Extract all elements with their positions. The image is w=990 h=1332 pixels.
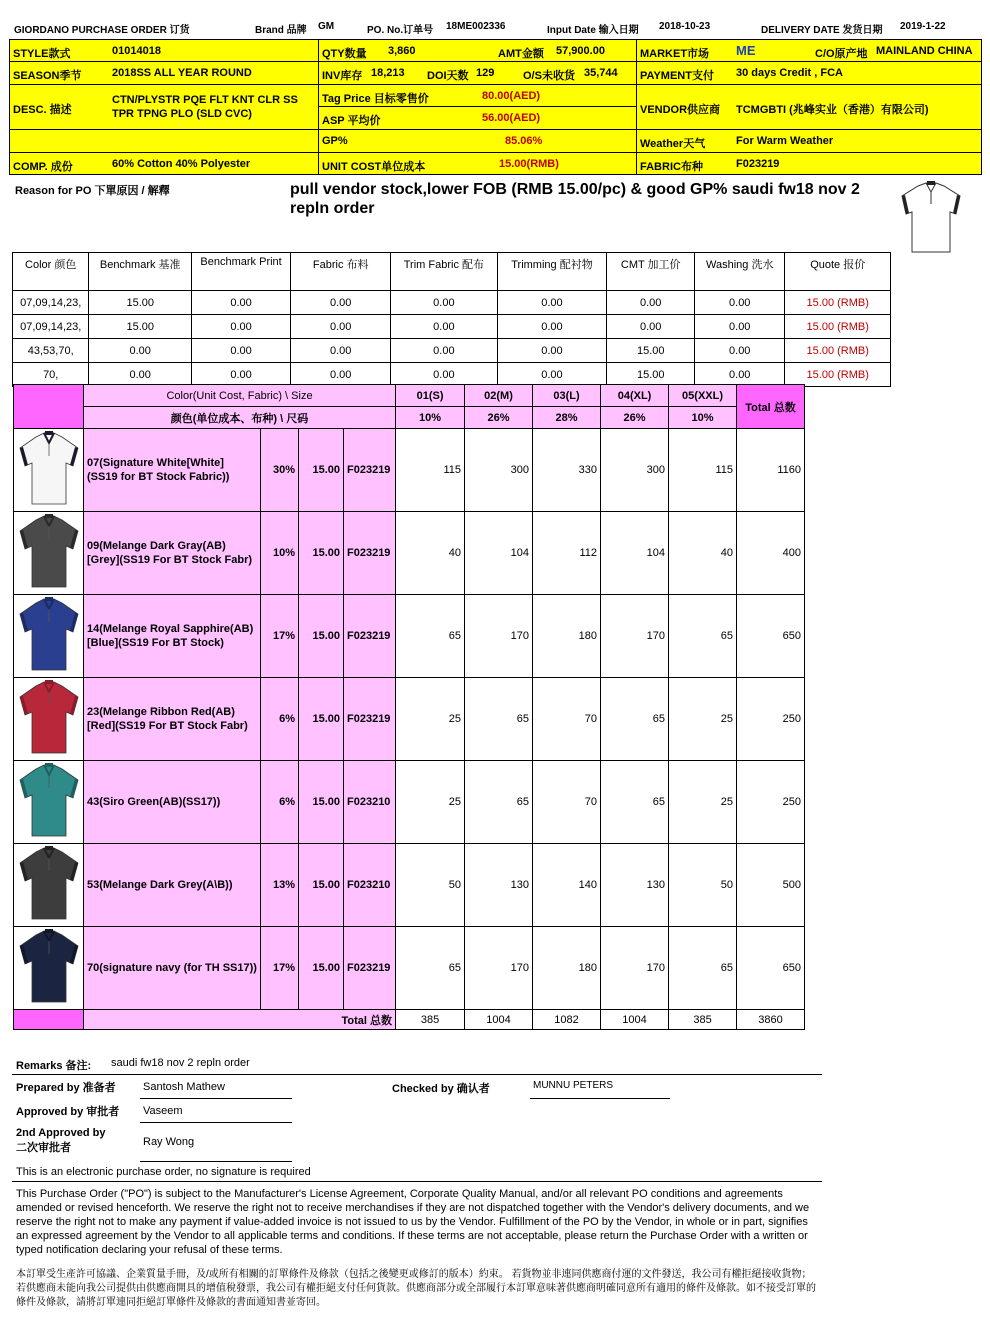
second-approved-value: Ray Wong xyxy=(143,1136,195,1148)
gp-label: GP% xyxy=(322,135,348,147)
size-label-cell: 04(XL) xyxy=(601,385,669,407)
size-label-cell: 05(XXL) xyxy=(669,385,737,407)
row-total-cell: 250 xyxy=(737,678,805,761)
benchmark-row xyxy=(13,315,891,339)
benchmark-cell: 70, xyxy=(13,363,89,387)
reason-label: Reason for PO 下單原因 / 解釋 xyxy=(15,185,170,197)
quantity-cell: 330 xyxy=(533,429,601,512)
os-value: 35,744 xyxy=(584,67,618,79)
benchmark-header-cell: Benchmark Print xyxy=(192,253,291,291)
size-total-row xyxy=(14,1010,805,1030)
product-image-cell xyxy=(14,512,84,595)
comp-value: 60% Cotton 40% Polyester xyxy=(112,158,251,170)
amt-value: 57,900.00 xyxy=(556,45,605,57)
quantity-cell: 65 xyxy=(669,927,737,1010)
approved-by-label: Approved by 审批者 xyxy=(16,1106,120,1118)
quantity-cell: 65 xyxy=(601,761,669,844)
season-value: 2018SS ALL YEAR ROUND xyxy=(112,67,252,79)
fabric-value: F023219 xyxy=(736,158,780,170)
benchmark-cell: 43,53,70, xyxy=(13,339,89,363)
po-number-label: PO. No.订单号 xyxy=(367,25,434,36)
size-label-cell: 02(M) xyxy=(465,385,533,407)
comp-label: COMP. 成份 xyxy=(13,161,73,173)
product-image-cell xyxy=(14,927,84,1010)
benchmark-header-cell: Benchmark 基准 xyxy=(89,253,192,291)
quantity-cell: 40 xyxy=(396,512,465,595)
quantity-cell: 104 xyxy=(465,512,533,595)
desc-label: DESC. 描述 xyxy=(13,104,72,116)
benchmark-row xyxy=(13,339,891,363)
quantity-cell: 25 xyxy=(396,761,465,844)
size-ratio-cell: 26% xyxy=(465,407,533,429)
color-ratio-cell: 6% xyxy=(261,678,299,761)
color-name-cell: 43(Siro Green(AB)(SS17)) xyxy=(84,761,261,844)
quantity-cell: 130 xyxy=(465,844,533,927)
benchmark-cell: 0.00 xyxy=(695,291,785,315)
size-total-cell: 385 xyxy=(396,1010,465,1030)
quantity-cell: 25 xyxy=(669,761,737,844)
benchmark-header-cell: Washing 洗水 xyxy=(695,253,785,291)
benchmark-cell: 0.00 xyxy=(497,363,607,387)
reason-text-line2: repln order xyxy=(290,200,375,217)
size-ratio-cell: 28% xyxy=(533,407,601,429)
terms-chinese: 本訂單受生產許可協議、企業質量手冊，及/或所有相關的訂單條件及條款（包括之後變更或修訂的版本）約束。 若貨物並非連同供應商付運的文件發送，我公司有權拒絕接收貨物；若供應商未能向我公司提供由供應商開具的增值稅發票，我公司有權拒絕支付任何貨款。供應商部分或全部履行本訂單意味著供應商明確同意所有適用的條件及條款。如不接受訂單的條件及條款，請將訂單連同拒絕訂單條件及條款的書面通知書並寄回。 xyxy=(16,1269,816,1308)
size-breakdown-table xyxy=(13,384,805,1030)
benchmark-cell: 0.00 xyxy=(192,363,291,387)
benchmark-cell: 0.00 xyxy=(391,363,497,387)
unit-cost-cell: 15.00 xyxy=(299,512,344,595)
brand-label: Brand 品牌 xyxy=(255,25,307,36)
benchmark-cell: 15.00 xyxy=(607,339,695,363)
delivery-date-value: 2019-1-22 xyxy=(900,21,946,32)
benchmark-header-cell: CMT 加工价 xyxy=(607,253,695,291)
approved-by-value: Vaseem xyxy=(143,1105,183,1117)
product-image-cell xyxy=(14,844,84,927)
row-total-cell: 1160 xyxy=(737,429,805,512)
unit-cost-cell: 15.00 xyxy=(299,678,344,761)
inv-label: INV库存 xyxy=(322,70,363,82)
quantity-cell: 25 xyxy=(396,678,465,761)
size-ratio-cell: 10% xyxy=(669,407,737,429)
benchmark-cell: 0.00 xyxy=(607,315,695,339)
total-label: Total 总数 xyxy=(84,1010,396,1030)
polo-shirt-image xyxy=(16,928,82,1006)
color-name-cell: 70(signature navy (for TH SS17)) xyxy=(84,927,261,1010)
product-image-cell xyxy=(14,678,84,761)
tag-price-value: 80.00(AED) xyxy=(482,90,541,102)
benchmark-header-cell: Color 颜色 xyxy=(13,253,89,291)
benchmark-cell: 15.00 xyxy=(89,315,192,339)
color-name-cell: 09(Melange Dark Gray(AB) [Grey](SS19 For BT Stock Fabr) xyxy=(84,512,261,595)
benchmark-cell: 0.00 xyxy=(291,363,391,387)
po-number-value: 18ME002336 xyxy=(446,21,506,32)
unit-cost-label: UNIT COST单位成本 xyxy=(322,161,426,173)
quantity-cell: 112 xyxy=(533,512,601,595)
benchmark-cell: 15.00 xyxy=(607,363,695,387)
size-total-cell: 1004 xyxy=(601,1010,669,1030)
quantity-cell: 115 xyxy=(396,429,465,512)
benchmark-cell: 0.00 xyxy=(192,315,291,339)
quantity-cell: 170 xyxy=(601,595,669,678)
quantity-cell: 130 xyxy=(601,844,669,927)
unit-cost-cell: 15.00 xyxy=(299,844,344,927)
benchmark-cell: 0.00 xyxy=(192,291,291,315)
qty-value: 3,860 xyxy=(388,45,416,57)
benchmark-cell: 0.00 xyxy=(607,291,695,315)
doi-value: 129 xyxy=(476,67,495,79)
polo-shirt-image xyxy=(16,430,82,508)
size-ratio-cell: 10% xyxy=(396,407,465,429)
size-row xyxy=(14,595,805,678)
size-label-cell: 01(S) xyxy=(396,385,465,407)
unit-cost-cell: 15.00 xyxy=(299,927,344,1010)
size-total-cell: 385 xyxy=(669,1010,737,1030)
size-row xyxy=(14,844,805,927)
vendor-label: VENDOR供应商 xyxy=(640,104,721,116)
fabric-cell: F023219 xyxy=(344,927,396,1010)
quantity-cell: 170 xyxy=(465,927,533,1010)
color-ratio-cell: 17% xyxy=(261,595,299,678)
benchmark-cell: 0.00 xyxy=(391,315,497,339)
quantity-cell: 50 xyxy=(396,844,465,927)
size-row xyxy=(14,927,805,1010)
market-value: ME xyxy=(736,43,756,58)
image-header-cell xyxy=(14,385,84,429)
row-total-cell: 500 xyxy=(737,844,805,927)
fabric-cell: F023210 xyxy=(344,761,396,844)
benchmark-cell: 15.00 (RMB) xyxy=(785,315,891,339)
checked-by-label: Checked by 确认者 xyxy=(392,1083,490,1095)
grand-total-cell: 3860 xyxy=(737,1010,805,1030)
payment-value: 30 days Credit , FCA xyxy=(736,67,843,79)
electronic-notice: This is an electronic purchase order, no signature is required xyxy=(16,1166,311,1178)
color-name-cell: 23(Melange Ribbon Red(AB) [Red](SS19 For BT Stock Fabr) xyxy=(84,678,261,761)
benchmark-header-cell: Trim Fabric 配布 xyxy=(391,253,497,291)
benchmark-cell: 0.00 xyxy=(497,315,607,339)
polo-shirt-image xyxy=(16,845,82,923)
benchmark-cell: 0.00 xyxy=(695,363,785,387)
color-ratio-cell: 6% xyxy=(261,761,299,844)
os-label: O/S未收货 xyxy=(523,70,575,82)
size-header-row xyxy=(14,407,805,429)
row-total-cell: 650 xyxy=(737,595,805,678)
quantity-cell: 170 xyxy=(465,595,533,678)
style-label: STYLE款式 xyxy=(13,48,71,60)
amt-label: AMT金额 xyxy=(498,48,544,60)
vendor-value: TCMGBTI (兆峰实业（香港）有限公司) xyxy=(736,104,929,116)
checked-by-value: MUNNU PETERS xyxy=(533,1080,614,1091)
unit-cost-cell: 15.00 xyxy=(299,429,344,512)
benchmark-cell: 0.00 xyxy=(192,339,291,363)
size-total-cell: 1004 xyxy=(465,1010,533,1030)
quantity-cell: 65 xyxy=(669,595,737,678)
inv-value: 18,213 xyxy=(371,67,405,79)
unit-cost-cell: 15.00 xyxy=(299,761,344,844)
benchmark-cell: 07,09,14,23, xyxy=(13,315,89,339)
benchmark-row xyxy=(13,363,891,387)
quantity-cell: 65 xyxy=(601,678,669,761)
style-value: 01014018 xyxy=(112,45,161,57)
asp-value: 56.00(AED) xyxy=(482,112,541,124)
total-blank-cell xyxy=(14,1010,84,1030)
gp-value: 85.06% xyxy=(505,135,543,147)
weather-label: Weather天气 xyxy=(640,138,706,150)
benchmark-cell: 15.00 xyxy=(89,291,192,315)
quantity-cell: 180 xyxy=(533,595,601,678)
quantity-cell: 65 xyxy=(396,595,465,678)
product-image-cell xyxy=(14,761,84,844)
size-label-cell: 03(L) xyxy=(533,385,601,407)
benchmark-cell: 0.00 xyxy=(695,339,785,363)
quantity-cell: 300 xyxy=(601,429,669,512)
delivery-date-label: DELIVERY DATE 发货日期 xyxy=(761,25,883,36)
fabric-cell: F023219 xyxy=(344,678,396,761)
input-date-value: 2018-10-23 xyxy=(659,21,711,32)
quantity-cell: 104 xyxy=(601,512,669,595)
benchmark-cell: 0.00 xyxy=(89,363,192,387)
qty-label: QTY数量 xyxy=(322,48,367,60)
quantity-cell: 50 xyxy=(669,844,737,927)
quantity-cell: 180 xyxy=(533,927,601,1010)
terms-english: This Purchase Order ("PO") is subject to the Manufacturer's License Agreement, Corporate Quality Manual, and/or all relevant PO conditions and agreements amended or revised henceforth. We reserve the right not to receive merchandises if they are not dispatched together with the Vendor's delivery documents, and we reserve the right not to make any payment if value-added invoice is not issued to us by the Vendor. Fulfillment of the PO by the Vendor, in whole or in part, signifies an expressed agreement by the Vendor to all applicable terms and conditions. If these terms are not acceptable, please return the Purchase Order with a written or typed notification declaring your refusal of these terms. xyxy=(16,1188,810,1256)
remarks-label: Remarks 备注: xyxy=(16,1060,92,1072)
size-header-row xyxy=(14,385,805,407)
quantity-cell: 170 xyxy=(601,927,669,1010)
prepared-by-label: Prepared by 准备者 xyxy=(16,1082,116,1094)
size-row xyxy=(14,429,805,512)
quantity-cell: 25 xyxy=(669,678,737,761)
quantity-cell: 115 xyxy=(669,429,737,512)
polo-shirt-image xyxy=(16,679,82,757)
season-label: SEASON季节 xyxy=(13,70,82,82)
doi-label: DOI天数 xyxy=(427,70,469,82)
benchmark-cell: 0.00 xyxy=(695,315,785,339)
fabric-cell: F023219 xyxy=(344,429,396,512)
origin-label: C/O原产地 xyxy=(815,48,868,60)
polo-shirt-image xyxy=(16,513,82,591)
quantity-cell: 140 xyxy=(533,844,601,927)
quantity-cell: 65 xyxy=(465,761,533,844)
row-total-cell: 400 xyxy=(737,512,805,595)
benchmark-cell: 07,09,14,23, xyxy=(13,291,89,315)
market-label: MARKET市场 xyxy=(640,48,710,60)
remarks-value: saudi fw18 nov 2 repln order xyxy=(111,1057,250,1069)
prepared-by-value: Santosh Mathew xyxy=(143,1081,225,1093)
unit-cost-value: 15.00(RMB) xyxy=(499,158,559,170)
size-row xyxy=(14,761,805,844)
size-row xyxy=(14,512,805,595)
size-ratio-cell: 26% xyxy=(601,407,669,429)
fabric-label: FABRIC布种 xyxy=(640,161,703,173)
benchmark-cell: 0.00 xyxy=(291,291,391,315)
color-ratio-cell: 13% xyxy=(261,844,299,927)
fabric-cell: F023210 xyxy=(344,844,396,927)
benchmark-cell: 15.00 (RMB) xyxy=(785,339,891,363)
benchmark-cell: 0.00 xyxy=(291,339,391,363)
tag-price-label: Tag Price 目标零售价 xyxy=(322,93,429,105)
benchmark-row xyxy=(13,291,891,315)
color-name-cell: 07(Signature White[White] (SS19 for BT Stock Fabric)) xyxy=(84,429,261,512)
benchmark-header-cell: Trimming 配衬物 xyxy=(497,253,607,291)
color-ratio-cell: 30% xyxy=(261,429,299,512)
benchmark-cell: 0.00 xyxy=(497,339,607,363)
benchmark-cell: 15.00 (RMB) xyxy=(785,291,891,315)
polo-shirt-image xyxy=(16,596,82,674)
product-image-cell xyxy=(14,429,84,512)
weather-value: For Warm Weather xyxy=(736,135,834,147)
benchmark-cell: 15.00 (RMB) xyxy=(785,363,891,387)
row-total-cell: 250 xyxy=(737,761,805,844)
second-approved-label: 2nd Approved by xyxy=(16,1127,106,1139)
asp-label: ASP 平均价 xyxy=(322,115,381,127)
color-ratio-cell: 10% xyxy=(261,512,299,595)
benchmark-cell: 0.00 xyxy=(291,315,391,339)
quantity-cell: 70 xyxy=(533,761,601,844)
color-ratio-cell: 17% xyxy=(261,927,299,1010)
brand-value: GM xyxy=(318,21,335,32)
input-date-label: Input Date 输入日期 xyxy=(547,25,639,36)
quantity-cell: 65 xyxy=(396,927,465,1010)
origin-value: MAINLAND CHINA xyxy=(876,45,973,57)
unit-cost-cell: 15.00 xyxy=(299,595,344,678)
size-total-cell: 1082 xyxy=(533,1010,601,1030)
quantity-cell: 70 xyxy=(533,678,601,761)
product-image-cell xyxy=(14,595,84,678)
second-approved-label-cn: 二次审批者 xyxy=(16,1142,71,1154)
benchmark-table xyxy=(12,252,891,387)
product-sketch-image xyxy=(896,180,966,258)
total-header: Total 总数 xyxy=(737,385,805,429)
benchmark-cell: 0.00 xyxy=(497,291,607,315)
quantity-cell: 65 xyxy=(465,678,533,761)
benchmark-cell: 0.00 xyxy=(391,339,497,363)
polo-shirt-image xyxy=(16,762,82,840)
color-size-header-cn: 颜色(单位成本、布种) \ 尺码 xyxy=(84,407,396,429)
quantity-cell: 300 xyxy=(465,429,533,512)
desc-value-line2: TPR TPNG PLO (SLD CVC) xyxy=(112,108,252,120)
desc-value-line1: CTN/PLYSTR PQE FLT KNT CLR SS xyxy=(112,94,298,106)
color-name-cell: 53(Melange Dark Grey(A\B)) xyxy=(84,844,261,927)
benchmark-cell: 0.00 xyxy=(391,291,497,315)
po-title: GIORDANO PURCHASE ORDER 订货 xyxy=(14,25,190,36)
size-row xyxy=(14,678,805,761)
fabric-cell: F023219 xyxy=(344,595,396,678)
row-total-cell: 650 xyxy=(737,927,805,1010)
color-size-header: Color(Unit Cost, Fabric) \ Size xyxy=(84,385,396,407)
benchmark-cell: 0.00 xyxy=(89,339,192,363)
quantity-cell: 40 xyxy=(669,512,737,595)
color-name-cell: 14(Melange Royal Sapphire(AB) [Blue](SS19 For BT Stock) xyxy=(84,595,261,678)
benchmark-header-cell: Fabric 布料 xyxy=(291,253,391,291)
reason-text-line1: pull vendor stock,lower FOB (RMB 15.00/pc) & good GP% saudi fw18 nov 2 xyxy=(290,181,860,198)
payment-label: PAYMENT支付 xyxy=(640,70,714,82)
benchmark-header-cell: Quote 报价 xyxy=(785,253,891,291)
benchmark-header-row xyxy=(13,253,891,291)
fabric-cell: F023219 xyxy=(344,512,396,595)
